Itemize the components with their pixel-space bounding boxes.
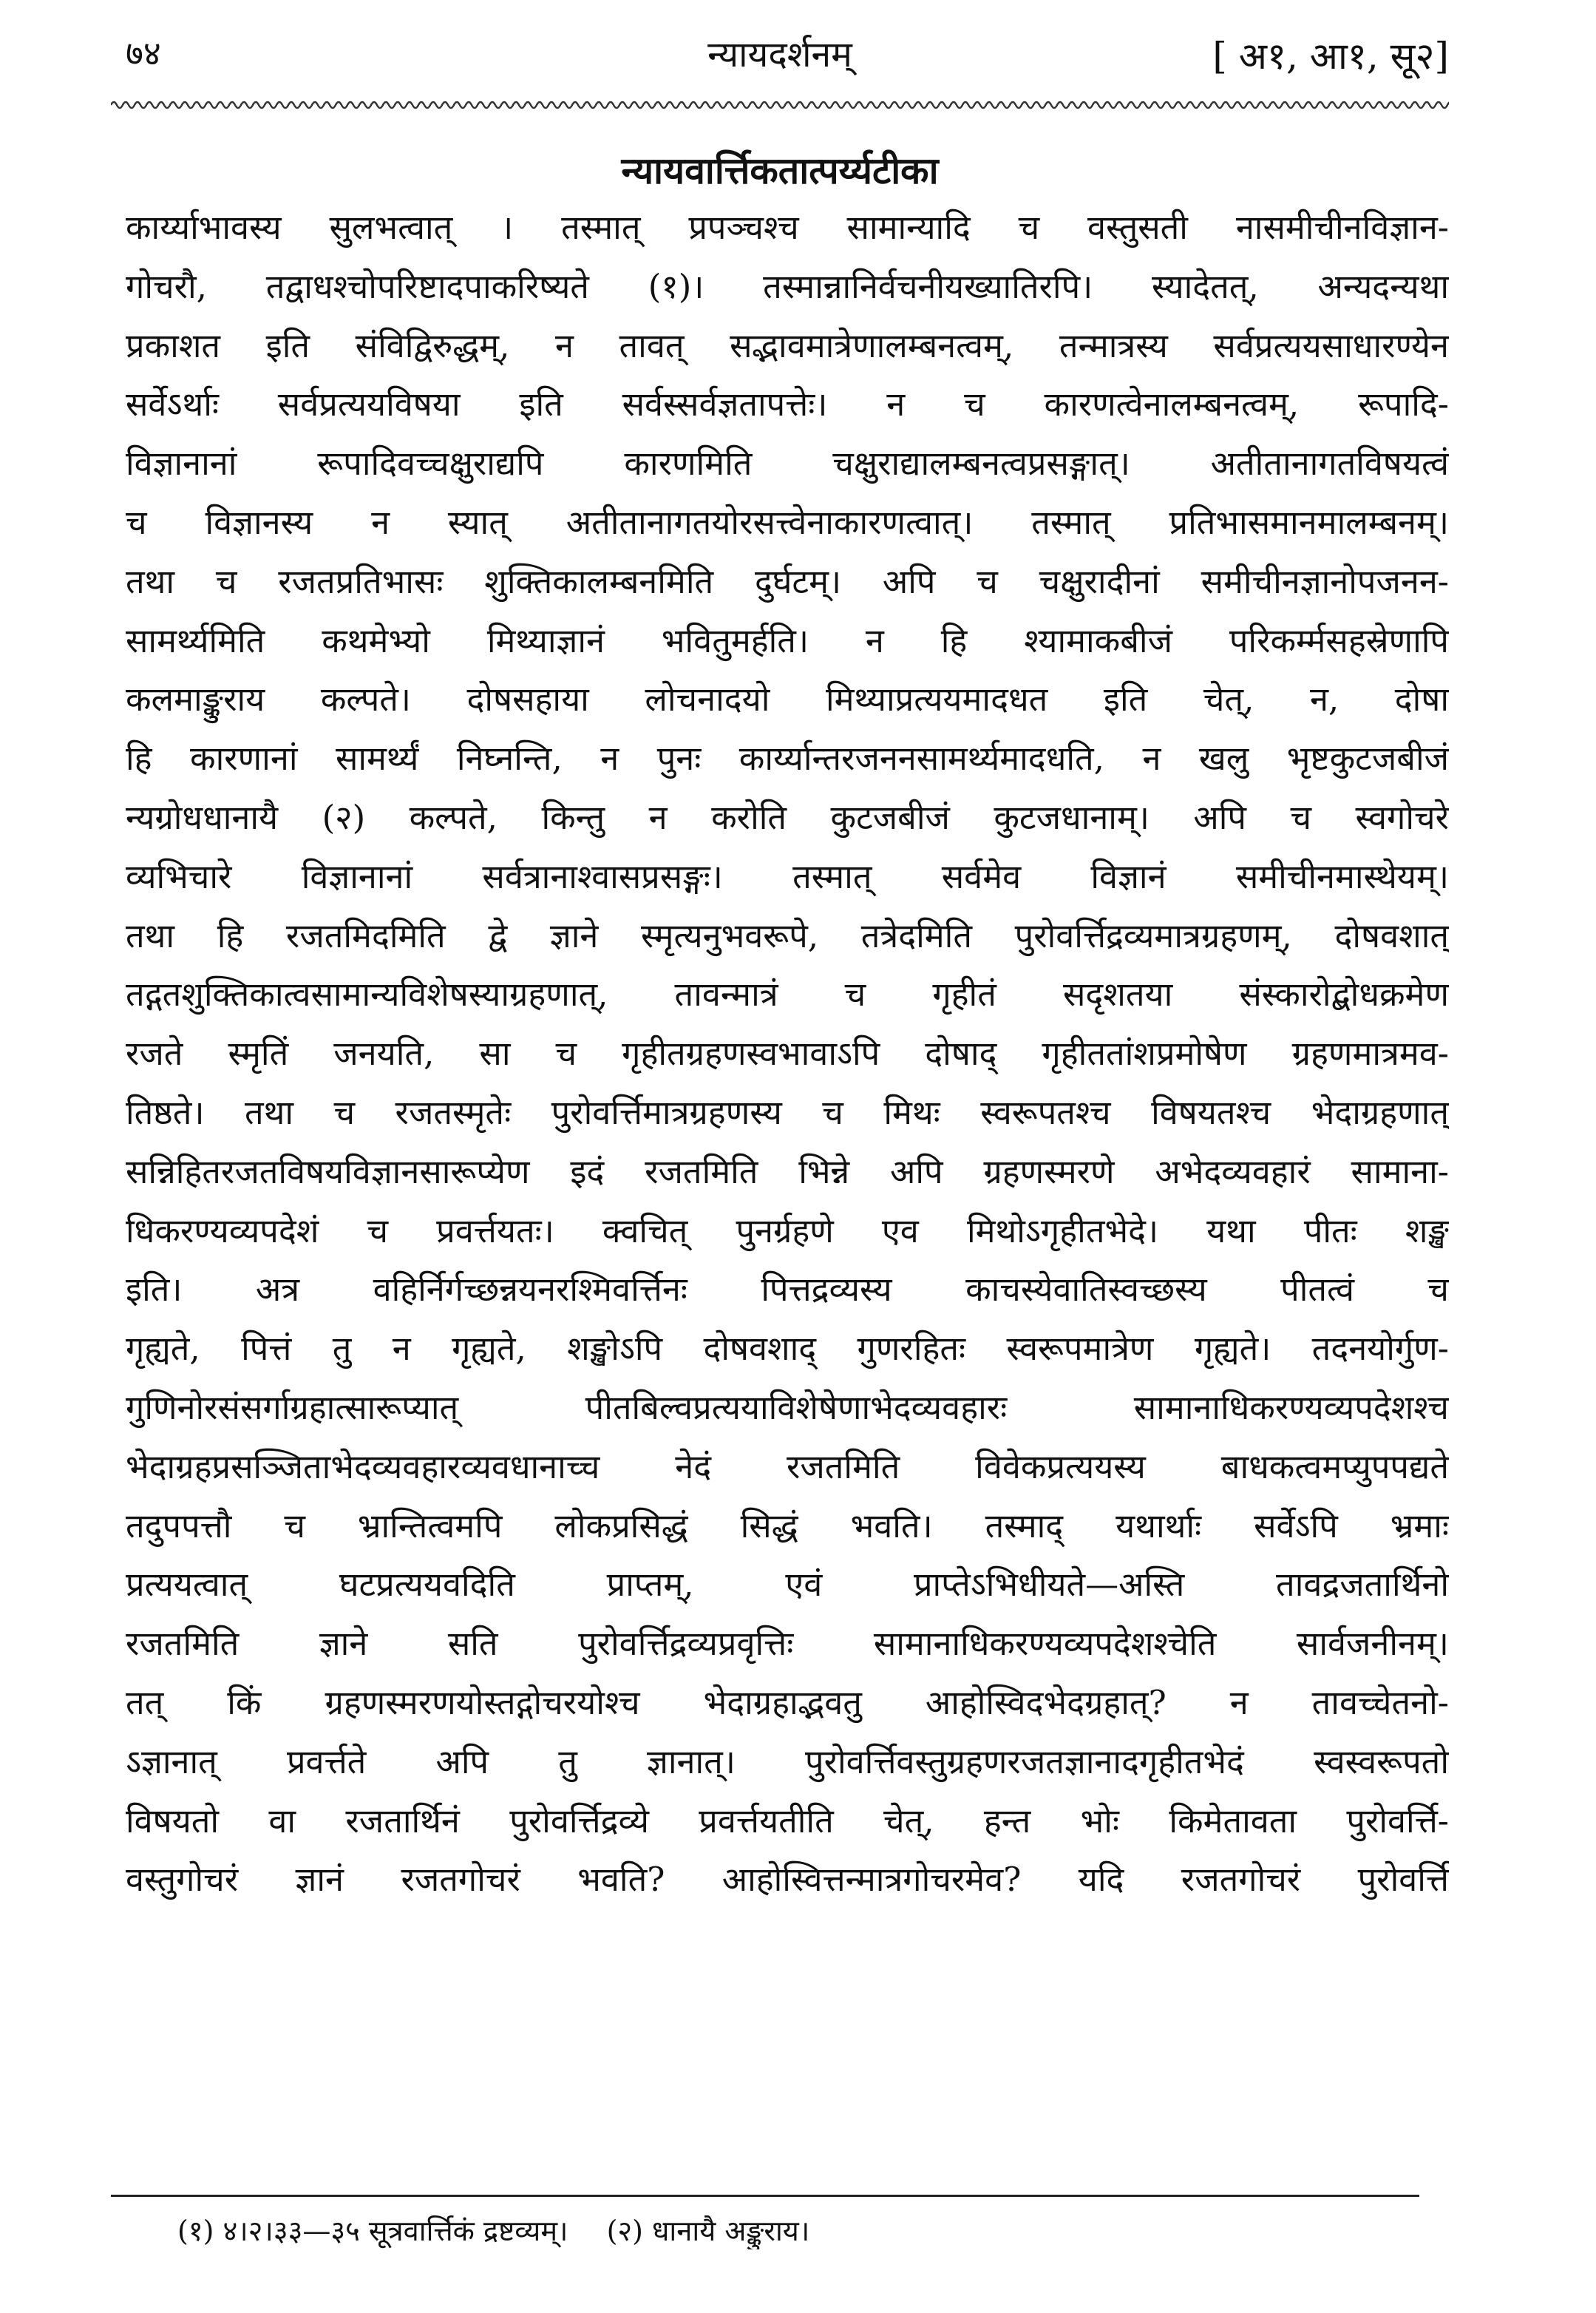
footnote-1: (१) ४।२।३३—३५ सूत्रवार्त्तिकं द्रष्टव्यम्। xyxy=(177,2215,568,2247)
commentary-body xyxy=(126,198,1449,1909)
text-line: गोचरौ, तद्वाधश्चोपरिष्टादपाकरिष्यते (१)। तस्मान्नानिर्वचनीयख्यातिरपि। स्यादेतत्, अन्यदन्यथा xyxy=(126,266,1449,306)
text-line: सर्वेऽर्थाः सर्वप्रत्ययविषया इति सर्वस्सर्वज्ञतापत्तेः। न च कारणत्वेनालम्बनत्वम्, रूपादि- xyxy=(126,385,1449,424)
text-line: प्रत्ययत्वात् घटप्रत्ययवदिति प्राप्तम्, एवं प्राप्तेऽभिधीयते—अस्ति तावद्रजतार्थिनो xyxy=(126,1565,1449,1605)
text-line: तत् किं ग्रहणस्मरणयोस्तद्गोचरयोश्च भेदाग्रहाद्भवतु आहोस्विदभेदग्रहात्? न तावच्चेतनो- xyxy=(126,1682,1449,1722)
text-line: रजतमिति ज्ञाने सति पुरोवर्त्तिद्रव्यप्रवृत्तिः सामानाधिकरण्यव्यपदेशश्चेति सार्वजनीनम्। xyxy=(126,1624,1449,1664)
text-line: कार्य्याभावस्य सुलभत्वात् । तस्मात् प्रपञ्चश्च सामान्यादि च वस्तुसती नासमीचीनविज्ञान- xyxy=(126,208,1449,247)
text-line: सन्निहितरजतविषयविज्ञानसारूप्येण इदं रजतमिति भिन्ने अपि ग्रहणस्मरणे अभेदव्यवहारं सामाना- xyxy=(126,1151,1449,1191)
text-line: च विज्ञानस्य न स्यात् अतीतानागतयोरसत्त्वेनाकारणत्वात्। तस्मात् प्रतिभासमानमालम्बनम्। xyxy=(126,502,1449,542)
text-line: तिष्ठते। तथा च रजतस्मृतेः पुरोवर्त्तिमात्रग्रहणस्य च मिथः स्वरूपतश्च विषयतश्च भेदाग्रहणात् xyxy=(126,1092,1449,1132)
text-line: गुणिनोरसंसर्गाग्रहात्सारूप्यात् पीतबिल्वप्रत्ययाविशेषेणाभेदव्यवहारः सामानाधिकरण्यव्यपदेशश्च xyxy=(126,1387,1449,1427)
page-number: ७४ xyxy=(126,33,161,73)
text-line: सामर्थ्यमिति कथमेभ्यो मिथ्याज्ञानं भवितुमर्हति। न हि श्यामाकबीजं परिकर्म्मसहस्रेणापि xyxy=(126,620,1449,660)
text-line: तदुपपत्तौ च भ्रान्तित्वमपि लोकप्रसिद्धं सिद्धं भवति। तस्माद् यथार्थाः सर्वेऽपि भ्रमाः xyxy=(126,1506,1449,1545)
text-line: विज्ञानानां रूपादिवच्चक्षुराद्यपि कारणमिति चक्षुराद्यालम्बनत्वप्रसङ्गात्। अतीतानागतविषयत्वं xyxy=(126,444,1449,484)
footnote-2: (२) धानायै अङ्कुराय। xyxy=(606,2215,810,2247)
text-line: भेदाग्रहप्रसञ्जिताभेदव्यवहारव्यवधानाच्च नेदं रजतमिति विवेकप्रत्ययस्य बाधकत्वमप्युपपद्यते xyxy=(126,1446,1449,1486)
text-line: कलमाङ्कुराय कल्पते। दोषसहाया लोचनादयो मिथ्याप्रत्ययमादधत इति चेत्, न, दोषा xyxy=(126,680,1449,719)
text-line: हि कारणानां सामर्थ्यं निघ्नन्ति, न पुनः कार्य्यान्तरजननसामर्थ्यमादधति, न खलु भृष्टकुटजबीजं xyxy=(126,739,1449,779)
text-line: वस्तुगोचरं ज्ञानं रजतगोचरं भवति? आहोस्वित्तन्मात्रगोचरमेव? यदि रजतगोचरं पुरोवर्त्ति xyxy=(126,1860,1449,1900)
footnote-divider xyxy=(111,2195,1419,2197)
commentary-heading: न्यायवार्त्तिकतात्पर्य्यटीका xyxy=(621,149,939,192)
text-line: रजते स्मृतिं जनयति, सा च गृहीतग्रहणस्वभावाऽपि दोषाद् गृहीततांशप्रमोषेण ग्रहणमात्रमव- xyxy=(126,1034,1449,1074)
page-header xyxy=(111,30,1449,89)
text-line: न्यग्रोधधानायै (२) कल्पते, किन्तु न करोति कुटजबीजं कुटजधानाम्। अपि च स्वगोचरे xyxy=(126,797,1449,837)
text-line: तथा हि रजतमिदमिति द्वे ज्ञाने स्मृत्यनुभवरूपे, तत्रेदमिति पुरोवर्त्तिद्रव्यमात्रग्रहणम्, दोषवशात् xyxy=(126,915,1449,955)
text-line: ऽज्ञानात् प्रवर्त्तते अपि तु ज्ञानात्। पुरोवर्त्तिवस्तुग्रहणरजतज्ञानादगृहीतभेदं स्वस्वरूपतो xyxy=(126,1741,1449,1781)
footnotes xyxy=(177,2211,1434,2249)
text-line: धिकरण्यव्यपदेशं च प्रवर्त्तयतः। क्वचित् पुनर्ग्रहणे एव मिथोऽगृहीतभेदे। यथा पीतः शङ्ख xyxy=(126,1210,1449,1250)
running-title: न्यायदर्शनम् xyxy=(707,34,852,75)
text-line: तद्गतशुक्तिकात्वसामान्यविशेषस्याग्रहणात्, तावन्मात्रं च गृहीतं सदृशतया संस्कारोद्बोधक्रमेण xyxy=(126,975,1449,1015)
text-line: तथा च रजतप्रतिभासः शुक्तिकालम्बनमिति दुर्घटम्। अपि च चक्षुरादीनां समीचीनज्ञानोपजनन- xyxy=(126,561,1449,601)
wavy-divider xyxy=(111,96,1449,114)
text-line: गृह्यते, पित्तं तु न गृह्यते, शङ्खोऽपि दोषवशाद् गुणरहितः स्वरूपमात्रेण गृह्यते। तदनयोर्गुण- xyxy=(126,1329,1449,1369)
text-line: प्रकाशत इति संविद्विरुद्धम्, न तावत् सद्भावमात्रेणालम्बनत्वम्, तन्मात्रस्य सर्वप्रत्ययसाधारण्येन xyxy=(126,325,1449,365)
text-line: व्यभिचारे विज्ञानानां सर्वत्रानाश्वासप्रसङ्गः। तस्मात् सर्वमेव विज्ञानं समीचीनमास्थेयम्। xyxy=(126,856,1449,896)
section-reference: [ अ१, आ१, सू२] xyxy=(1212,35,1449,78)
text-line: इति। अत्र वहिर्निर्गच्छन्नयनरश्मिवर्त्तिनः पित्तद्रव्यस्य काचस्येवातिस्वच्छस्य पीतत्वं च xyxy=(126,1270,1449,1310)
text-line: विषयतो वा रजतार्थिनं पुरोवर्त्तिद्रव्ये प्रवर्त्तयतीति चेत्, हन्त भोः किमेतावता पुरोवर्त्ति- xyxy=(126,1801,1449,1840)
